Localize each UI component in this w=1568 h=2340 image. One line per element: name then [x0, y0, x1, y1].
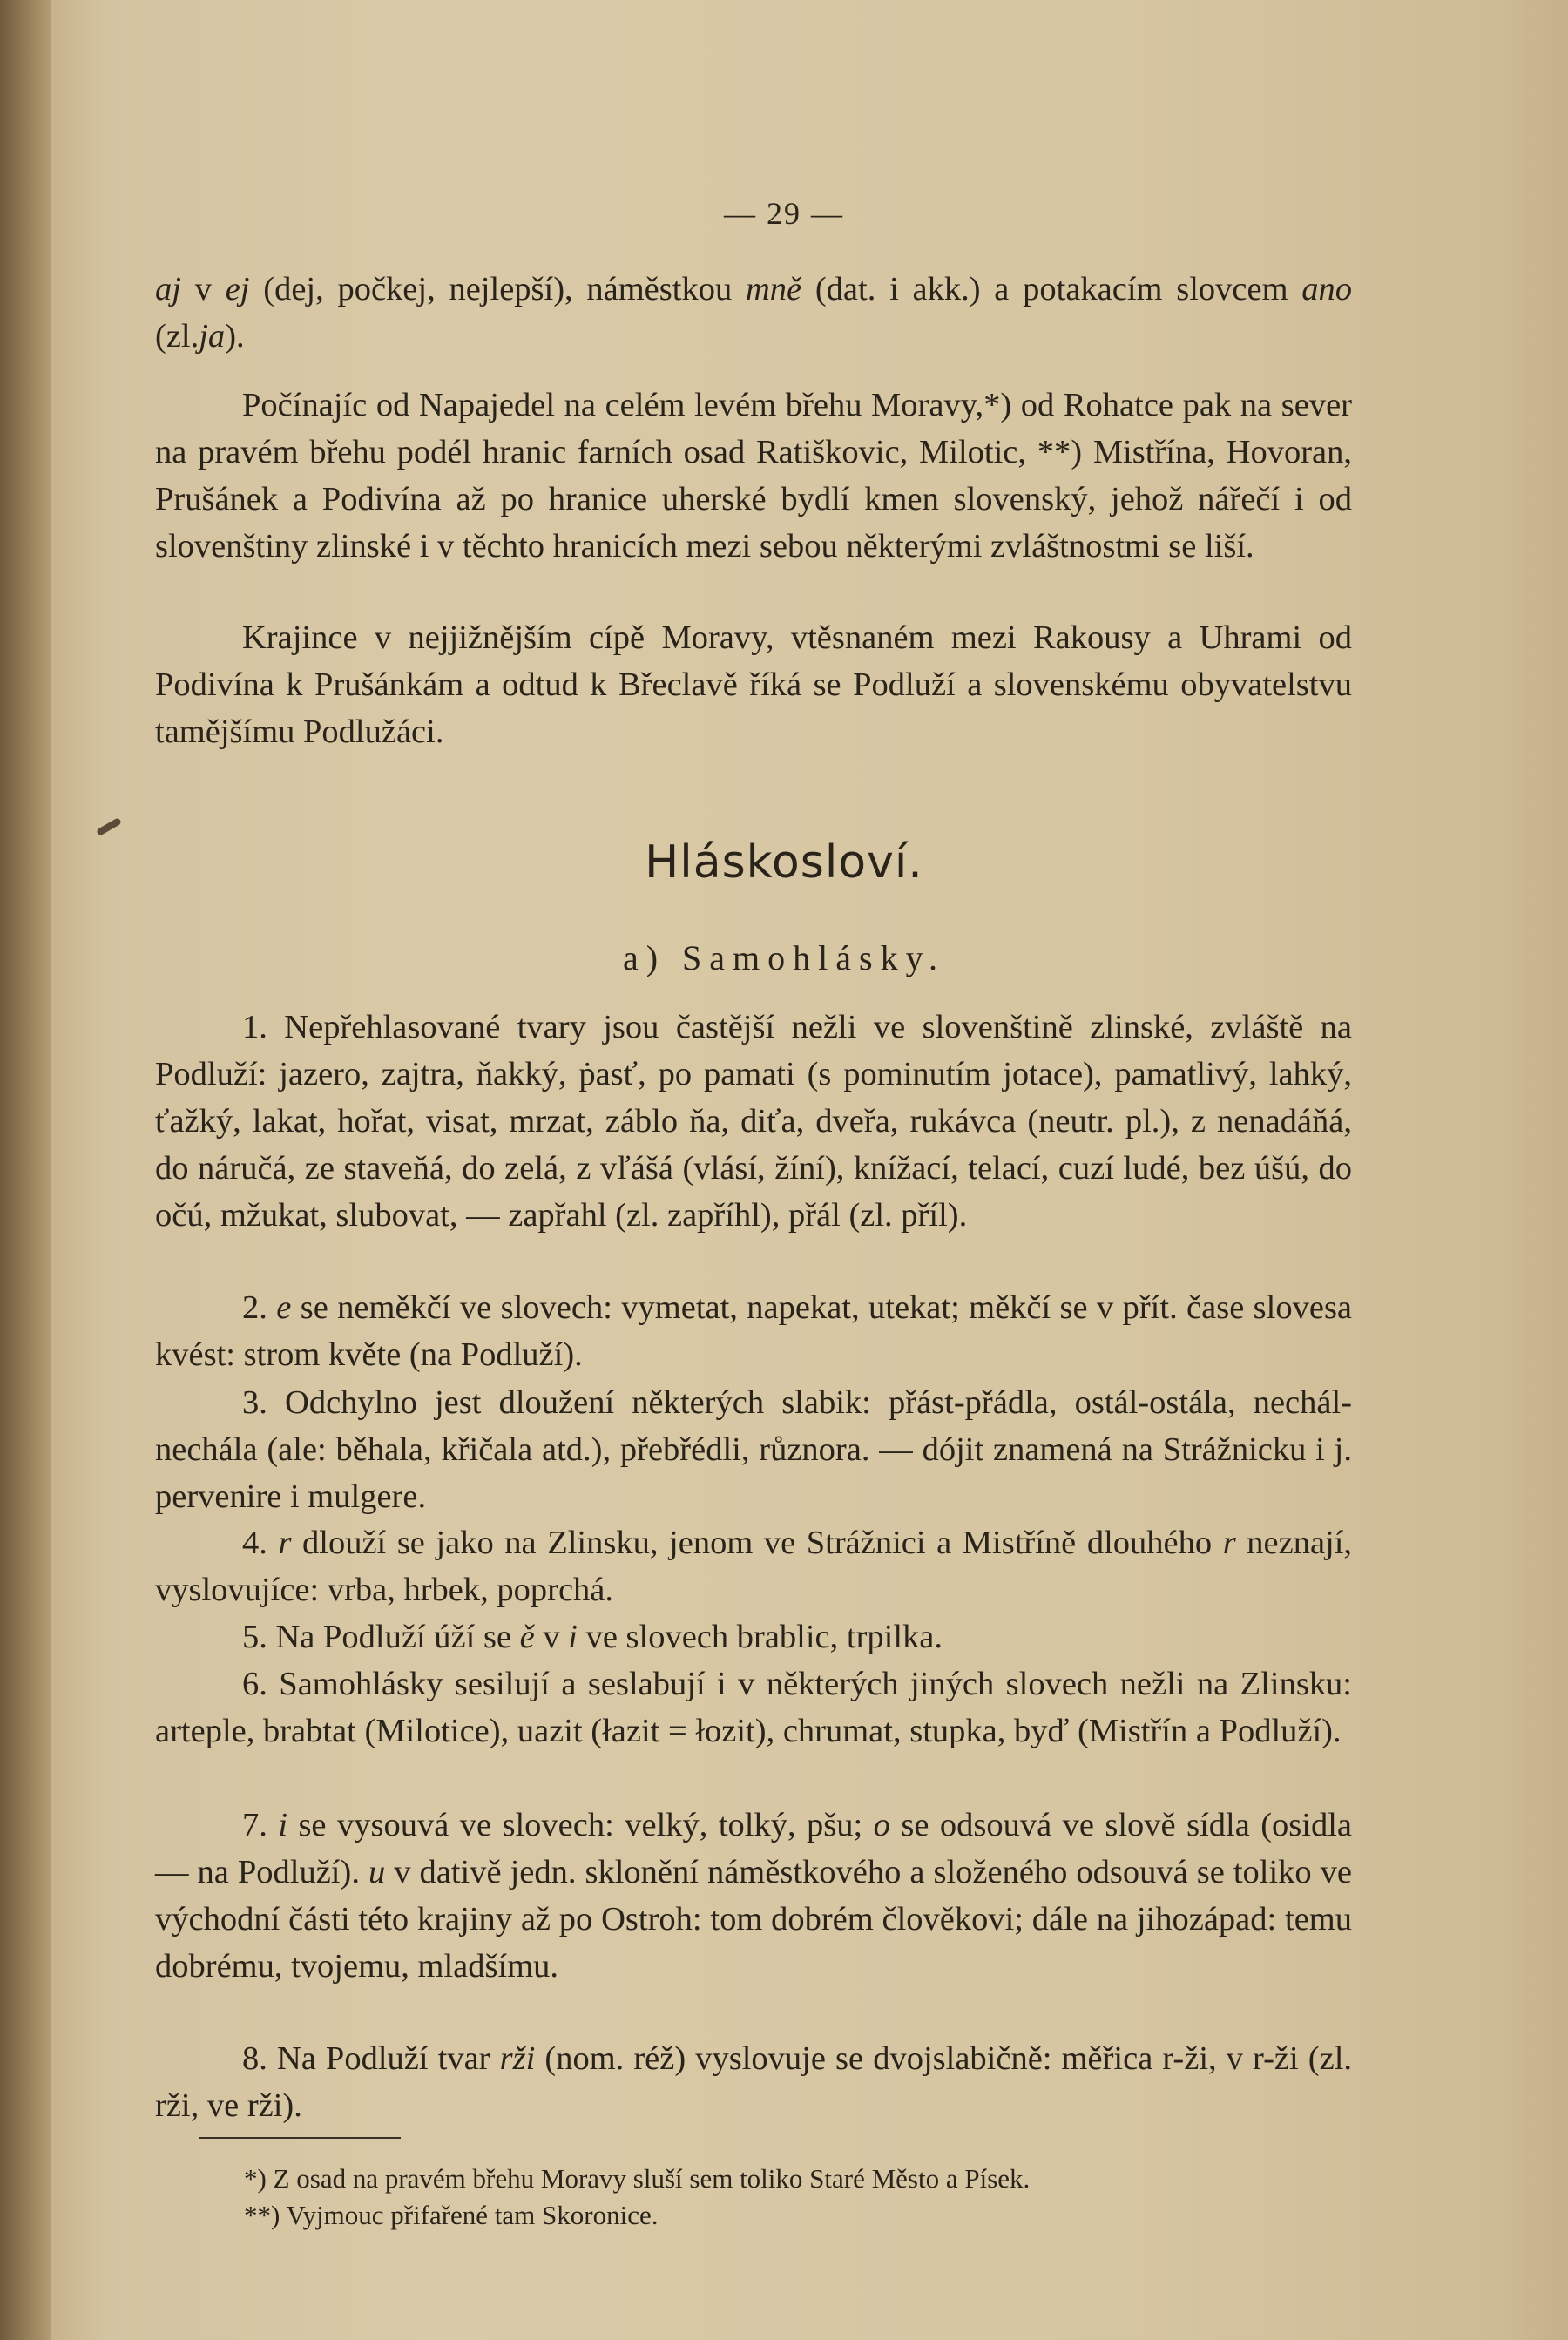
item-5-word: v — [543, 1619, 560, 1655]
intro-word-ej: ej — [225, 271, 250, 308]
subsection-heading: a) Samohlásky. — [622, 938, 946, 977]
item-5-letter: ě — [519, 1619, 535, 1655]
paragraph-podluzi: Krajince v nejjižnějším cípě Moravy, vtěsnaném mezi Rakousy a Uhrami od Podivína k Prušánkám a odtud k Břeclavě říká se Podluží a slovenskému obyvatelstvu tamějšímu Podlužáci. — [155, 619, 1352, 750]
item-6: 6. Samohlásky sesilují a seslabují i v některých jiných slovech nežli na Zlinsku: arteple, brabtat (Milotice), uazit (łazit = łozit), chrumat, stupka, byď (Mistřín a Podluží). — [155, 1666, 1352, 1749]
item-7-number: 7. — [242, 1807, 267, 1843]
intro-word-ano: ano — [1301, 271, 1353, 308]
item-2 — [155, 1284, 1352, 1378]
item-4-letter-2: r — [1222, 1525, 1236, 1561]
ink-blot — [96, 817, 122, 836]
item-4-letter: r — [278, 1525, 292, 1561]
item-7-text-2: se odsouvá ve slově sídla (osidla — na Podluží). — [155, 1807, 1353, 1890]
item-8-text: 8. Na Podluží tvar — [242, 2040, 490, 2077]
item-8-word: rži — [499, 2040, 536, 2077]
intro-paragraph — [155, 266, 1352, 360]
item-3: 3. Odchylno jest dloužení některých slabik: přást-přádla, ostál-ostála, nechál-nechála (ale: běhala, křičala atd.), přebřédli, různora. — dójit znamená na Strážnicku i j. pervenire i mulgere. — [155, 1384, 1352, 1515]
item-2-text: se neměkčí ve slovech: vymetat, napekat, utekat; měkčí se v přít. čase slovesa kvést: strom květe (na Podluží). — [155, 1289, 1353, 1373]
intro-word-aj: aj — [155, 271, 181, 308]
item-5-text: 5. Na Podluží úží se — [242, 1619, 512, 1655]
intro-text-2: (dat. i akk.) a potakacím slovcem — [814, 271, 1288, 308]
intro-text: (dej, počkej, nejlepší), náměstkou — [263, 271, 733, 308]
item-5-text-2: ve slovech brablic, trpilka. — [585, 1619, 943, 1655]
footnote-2: **) Vyjmouc přifařené tam Skoronice. — [244, 2200, 659, 2230]
section-heading: Hláskosloví. — [645, 836, 923, 889]
book-binding-edge — [0, 0, 51, 2340]
item-2-letter: e — [276, 1289, 292, 1326]
item-7-letter-2: o — [873, 1807, 890, 1843]
item-4-number: 4. — [242, 1525, 267, 1561]
item-7-letter: i — [278, 1807, 288, 1843]
footnote-1: *) Z osad na pravém břehu Moravy sluší sem toliko Staré Město a Písek. — [244, 2163, 1031, 2194]
item-5-letter-2: i — [568, 1619, 578, 1655]
page-number: — 29 — — [724, 196, 844, 231]
intro-text-3: (zl. — [155, 318, 199, 355]
item-7-letter-3: u — [368, 1854, 386, 1890]
intro-word-mne: mně — [745, 271, 802, 308]
item-7 — [155, 1802, 1352, 1990]
item-4-text-2: neznají, vyslovujíce: vrba, hrbek, poprchá. — [155, 1525, 1353, 1608]
item-7-text: se vysouvá ve slovech: velký, tolký, pšu; — [298, 1807, 863, 1843]
item-8-text-2: (nom. réž) vyslovuje se dvojslabičně: měřica r-ži, v r-ži (zl. rži, ve rži). — [155, 2040, 1353, 2124]
item-4 — [155, 1519, 1352, 1613]
paragraph-boundaries: Počínajíc od Napajedel na celém levém břehu Moravy,*) od Rohatce pak na sever na pravém břehu podél hranic farních osad Ratiškovic, Milotic, **) Mistřína, Hovoran, Prušánek a Podivína až po hranice uherské bydlí kmen slovenský, jehož nářečí i od slovenštiny zlinské i v těchto hranicích mezi sebou některými zvláštnostmi se liší. — [155, 387, 1352, 565]
item-4-text: dlouží se jako na Zlinsku, jenom ve Strážnici a Mistříně dlouhého — [302, 1525, 1213, 1561]
item-2-number: 2. — [242, 1289, 267, 1326]
item-8 — [155, 2035, 1352, 2129]
item-5 — [155, 1613, 1352, 1660]
intro-word-v: v — [194, 271, 212, 308]
intro-text-4: ). — [225, 318, 245, 355]
item-7-text-3: v dativě jedn. sklonění náměstkového a složeného odsouvá se toliko ve východní části této krajiny až po Ostroh: tom dobrém člověkovi; dále na jihozápad: temu dobrému, tvojemu, mladšímu. — [155, 1854, 1353, 1985]
intro-word-ja: ja — [199, 318, 226, 355]
footnote-rule — [199, 2137, 401, 2139]
item-1: 1. Nepřehlasované tvary jsou častější nežli ve slovenštině zlinské, zvláště na Podluží: jazero, zajtra, ňakký, ṗasť, po pamati (s pominutím jotace), pamatlivý, lahký, ťažký, lakat, hořat, visat, mrzat, záblo ňa, diťa, dveřa, rukávca (neutr. pl.), z nenadáňá, do náručá, ze staveňá, do zelá, z vľášá (vlásí, žíní), knížací, telací, cuzí ludé, bez úšú, do očú, mžukat, slubovat, — zapřahl (zl. zapříhl), přál (zl. příl). — [155, 1009, 1352, 1234]
